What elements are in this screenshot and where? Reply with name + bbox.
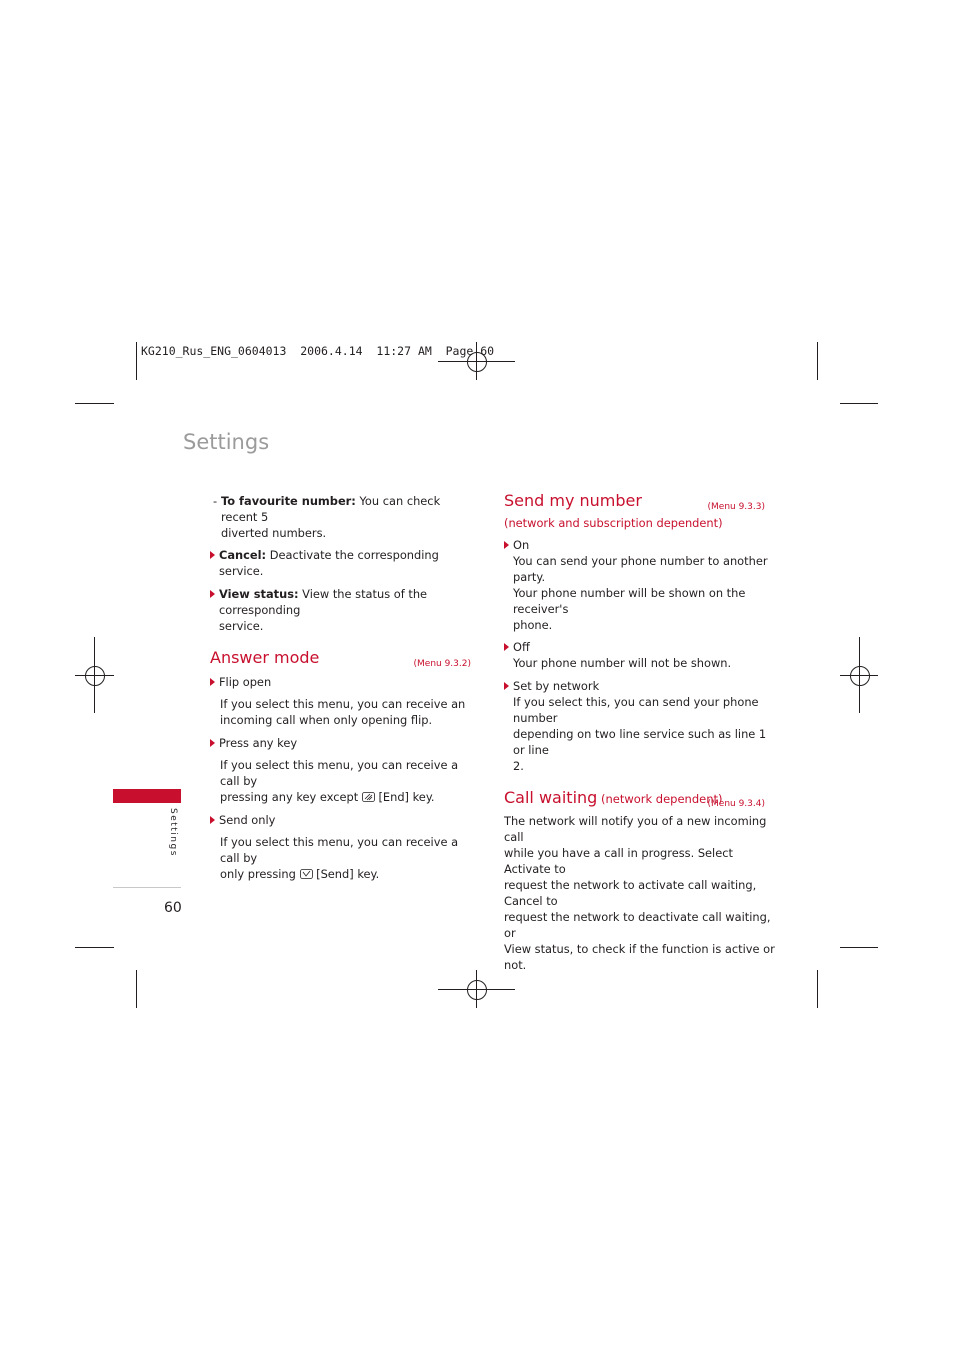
option-label: Set by network (504, 678, 779, 694)
crop-mark (75, 403, 114, 404)
crop-mark (817, 342, 818, 380)
option-description: Your phone number will not be shown. (513, 656, 732, 670)
item-text: diverted numbers. (221, 526, 327, 540)
left-column (210, 493, 480, 882)
item-text: You can check recent 5 (221, 494, 441, 524)
side-tab (113, 789, 181, 803)
menu-reference: (Menu 9.3.4) (707, 799, 765, 809)
option-label: Flip open (210, 674, 480, 690)
list-item (210, 493, 480, 541)
crop-mark (817, 970, 818, 1008)
section-subtitle: (network dependent) (597, 792, 723, 806)
triangle-bullet-icon (210, 551, 215, 559)
crop-mark (136, 970, 137, 1008)
section-title: Answer mode (210, 648, 320, 667)
section-body: The network will notify you of a new incoming call while you have a call in progress. Select Activate to request the network to activate call waiting, Cancel to request the network to deactivate call waiting, or View status, to check if the function is active or not. (504, 814, 775, 972)
crop-mark (75, 947, 114, 948)
side-tab-label: Settings (168, 808, 178, 857)
list-item (210, 547, 480, 579)
menu-reference: (Menu 9.3.2) (413, 659, 471, 669)
triangle-bullet-icon (210, 739, 215, 747)
section-heading-answer-mode (210, 650, 471, 672)
option-description: If you select this menu, you can receive a call by pressing any key except [End] key. (220, 758, 459, 804)
crop-mark (136, 342, 137, 380)
item-label: View status: (219, 587, 299, 601)
option-description: You can send your phone number to another party. Your phone number will be shown on the receiver's phone. (513, 554, 768, 632)
page-number-rule (113, 887, 181, 888)
registration-mark (850, 666, 870, 686)
option-description: If you select this menu, you can receive a call by only pressing [Send] key. (220, 835, 459, 881)
option-description: If you select this menu, you can receive an incoming call when only opening flip. (220, 697, 466, 727)
registration-mark (467, 980, 487, 1000)
page-number: 60 (164, 900, 182, 916)
crop-mark (840, 947, 878, 948)
option-label: Off (504, 639, 779, 655)
item-label: Cancel: (219, 548, 267, 562)
end-key-icon (362, 792, 375, 802)
section-heading-send-my-number (504, 493, 765, 515)
send-key-icon (300, 869, 313, 879)
right-column (504, 493, 779, 973)
registration-mark (85, 666, 105, 686)
item-text: Deactivate the corresponding service. (219, 548, 439, 578)
crop-mark (840, 403, 878, 404)
section-heading-call-waiting (504, 790, 765, 812)
triangle-bullet-icon (210, 590, 215, 598)
menu-reference: (Menu 9.3.3) (707, 502, 765, 512)
option-label: On (504, 537, 779, 553)
item-label: To favourite number: (221, 494, 356, 508)
triangle-bullet-icon (504, 682, 509, 690)
option-label: Send only (210, 812, 480, 828)
triangle-bullet-icon (504, 541, 509, 549)
section-title: Call waiting (network dependent) (504, 788, 723, 807)
triangle-bullet-icon (210, 678, 215, 686)
section-title: Send my number (504, 491, 642, 510)
section-note: (network and subscription dependent) (504, 516, 723, 530)
option-description: If you select this, you can send your phone number depending on two line service such as line 1 or line 2. (513, 695, 767, 773)
option-label: Press any key (210, 735, 480, 751)
print-header: KG210_Rus_ENG_0604013 2006.4.14 11:27 AM Page 60 (141, 344, 495, 358)
triangle-bullet-icon (210, 816, 215, 824)
item-text: View the status of the corresponding (219, 587, 428, 617)
page-title: Settings (183, 430, 270, 454)
triangle-bullet-icon (504, 643, 509, 651)
dash-marker: - (213, 494, 218, 508)
list-item (210, 586, 480, 634)
item-text: service. (219, 619, 264, 633)
